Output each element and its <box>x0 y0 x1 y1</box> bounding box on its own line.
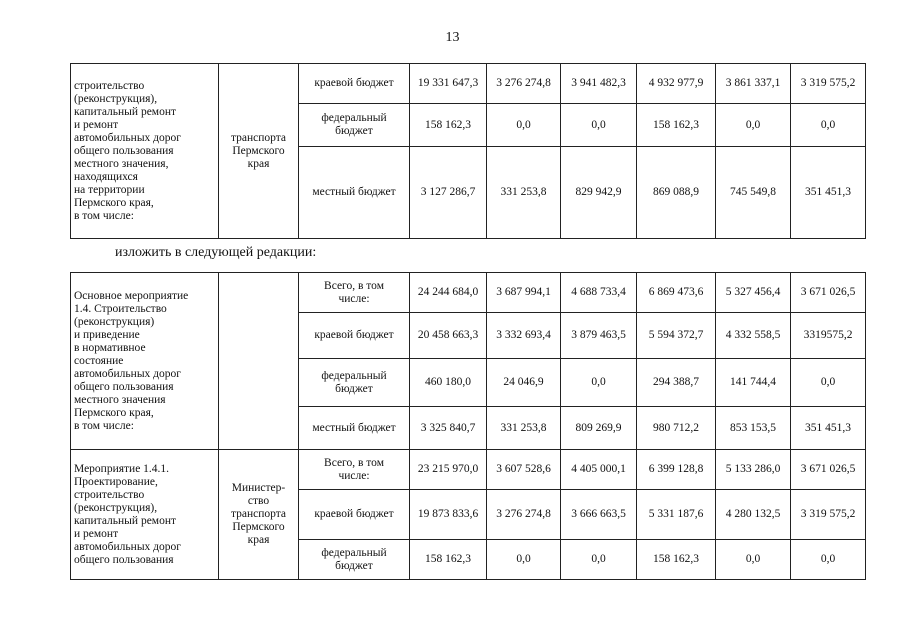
text-line: Пермского <box>232 144 285 157</box>
activity-description <box>71 273 219 450</box>
text-line: общего пользования <box>74 144 174 157</box>
text-line: общего пользования <box>74 553 174 566</box>
funding-source <box>299 407 410 450</box>
text-line: и приведение <box>74 328 140 341</box>
amount-cell: 4 932 977,9 <box>637 64 716 104</box>
amount-cell: 4 405 000,1 <box>561 450 637 490</box>
funding-source <box>299 273 410 313</box>
funding-source <box>299 64 410 104</box>
text-line: находящихся <box>74 170 138 183</box>
amount-cell: 3 671 026,5 <box>791 450 866 490</box>
amount-cell: 5 133 286,0 <box>716 450 791 490</box>
text-line: бюджет <box>335 559 373 572</box>
amount-cell: 294 388,7 <box>637 359 716 407</box>
amount-cell: 3 861 337,1 <box>716 64 791 104</box>
text-line: Всего, в том <box>324 279 384 292</box>
funding-source <box>299 540 410 580</box>
amount-cell: 3 332 693,4 <box>487 313 561 359</box>
amount-cell: 3 607 528,6 <box>487 450 561 490</box>
amount-cell: 20 458 663,3 <box>410 313 487 359</box>
text-line: Основное мероприятие <box>74 289 189 302</box>
amount-cell: 23 215 970,0 <box>410 450 487 490</box>
amount-cell: 158 162,3 <box>410 104 487 147</box>
funding-source <box>299 313 410 359</box>
amount-cell: 158 162,3 <box>410 540 487 580</box>
funding-source <box>299 359 410 407</box>
amount-cell: 351 451,3 <box>791 407 866 450</box>
amount-cell: 5 327 456,4 <box>716 273 791 313</box>
text-line: бюджет <box>335 382 373 395</box>
amount-cell: 0,0 <box>561 359 637 407</box>
text-line: строительство <box>74 488 145 501</box>
text-line: автомобильных дорог <box>74 367 181 380</box>
amount-cell: 4 688 733,4 <box>561 273 637 313</box>
amount-cell: 5 594 372,7 <box>637 313 716 359</box>
amount-cell: 3 325 840,7 <box>410 407 487 450</box>
text-line: транспорта <box>230 508 287 520</box>
amount-cell: 0,0 <box>561 104 637 147</box>
amount-cell: 745 549,8 <box>716 147 791 239</box>
text-line: капитальный ремонт <box>74 105 177 118</box>
amount-cell: 331 253,8 <box>487 147 561 239</box>
amount-cell: 3 319 575,2 <box>791 490 866 540</box>
page-number: 13 <box>445 30 460 45</box>
text-line: краевой бюджет <box>314 329 394 341</box>
text-line: Пермского <box>232 521 285 533</box>
amount-cell: 158 162,3 <box>637 540 716 580</box>
amount-cell: 980 712,2 <box>637 407 716 450</box>
amount-cell: 0,0 <box>716 540 791 580</box>
amount-cell: 3 276 274,8 <box>487 490 561 540</box>
funding-source <box>299 450 410 490</box>
text-line: федеральный <box>321 112 387 124</box>
amount-cell: 351 451,3 <box>791 147 866 239</box>
amount-cell: 0,0 <box>487 104 561 147</box>
amount-cell: 460 180,0 <box>410 359 487 407</box>
text-line: Мероприятие 1.4.1. <box>74 462 170 475</box>
responsible-executor <box>219 64 299 239</box>
amount-cell: 0,0 <box>716 104 791 147</box>
amount-cell: 3 671 026,5 <box>791 273 866 313</box>
amount-cell: 3 941 482,3 <box>561 64 637 104</box>
text-line: Проектирование, <box>74 475 158 488</box>
text-line: края <box>247 157 270 170</box>
text-line: (реконструкция), <box>74 92 158 105</box>
amount-cell: 869 088,9 <box>637 147 716 239</box>
amount-cell: 6 399 128,8 <box>637 450 716 490</box>
text-line: в нормативное <box>74 341 146 354</box>
amount-cell: 19 331 647,3 <box>410 64 487 104</box>
text-line: края <box>247 534 270 546</box>
text-line: федеральный <box>321 369 387 382</box>
amount-cell: 6 869 473,6 <box>637 273 716 313</box>
amendment-instruction: изложить в следующей редакции: <box>115 245 317 260</box>
activity-description <box>71 64 219 239</box>
amount-cell: 809 269,9 <box>561 407 637 450</box>
text-line: автомобильных дорог <box>74 131 181 144</box>
text-line: (реконструкция), <box>74 501 158 514</box>
funding-source <box>299 104 410 147</box>
amount-cell: 19 873 833,6 <box>410 490 487 540</box>
amount-cell: 0,0 <box>561 540 637 580</box>
responsible-executor <box>219 273 299 450</box>
text-line: числе: <box>338 469 370 482</box>
text-line: состояние <box>74 354 124 367</box>
text-line: строительство <box>74 79 145 92</box>
amount-cell: 4 280 132,5 <box>716 490 791 540</box>
text-line: федеральный <box>321 546 387 559</box>
text-line: на территории <box>74 183 145 196</box>
amount-cell: 141 744,4 <box>716 359 791 407</box>
amount-cell: 3 666 663,5 <box>561 490 637 540</box>
budget-table-new <box>70 272 866 580</box>
amount-cell: 5 331 187,6 <box>637 490 716 540</box>
text-line: числе: <box>338 292 370 305</box>
text-line: краевой бюджет <box>314 508 394 520</box>
budget-table-previous <box>70 63 866 239</box>
responsible-executor <box>219 450 299 580</box>
amount-cell: 331 253,8 <box>487 407 561 450</box>
text-line: в том числе: <box>74 419 134 432</box>
amount-cell: 0,0 <box>791 359 866 407</box>
funding-source <box>299 490 410 540</box>
text-line: краевой бюджет <box>314 77 394 89</box>
amount-cell: 0,0 <box>487 540 561 580</box>
text-line: 1.4. Строительство <box>74 302 167 315</box>
amount-cell: 853 153,5 <box>716 407 791 450</box>
funding-source <box>299 147 410 239</box>
amount-cell: 3 319 575,2 <box>791 64 866 104</box>
activity-description <box>71 450 219 580</box>
amount-cell: 4 332 558,5 <box>716 313 791 359</box>
amount-cell: 24 046,9 <box>487 359 561 407</box>
text-line: бюджет <box>335 125 373 137</box>
text-line: в том числе: <box>74 209 134 222</box>
text-line: транспорта <box>230 131 287 144</box>
text-line: общего пользования <box>74 380 174 393</box>
text-line: ство <box>247 495 270 507</box>
amount-cell: 3 687 994,1 <box>487 273 561 313</box>
text-line: местный бюджет <box>312 421 396 434</box>
text-line: Министер- <box>231 482 286 494</box>
text-line: Всего, в том <box>324 456 384 469</box>
text-line: Пермского края, <box>74 406 154 419</box>
amount-cell: 3319575,2 <box>791 313 866 359</box>
text-line: и ремонт <box>74 527 119 540</box>
text-line: Пермского края, <box>74 196 154 209</box>
text-line: местный бюджет <box>312 186 396 198</box>
text-line: местного значения, <box>74 157 169 170</box>
amount-cell: 3 879 463,5 <box>561 313 637 359</box>
amount-cell: 0,0 <box>791 540 866 580</box>
text-line: (реконструкция) <box>74 315 155 328</box>
amount-cell: 0,0 <box>791 104 866 147</box>
amount-cell: 829 942,9 <box>561 147 637 239</box>
amount-cell: 3 276 274,8 <box>487 64 561 104</box>
amount-cell: 3 127 286,7 <box>410 147 487 239</box>
text-line: и ремонт <box>74 118 119 131</box>
text-line: автомобильных дорог <box>74 540 181 553</box>
amount-cell: 158 162,3 <box>637 104 716 147</box>
text-line: капитальный ремонт <box>74 514 177 527</box>
amount-cell: 24 244 684,0 <box>410 273 487 313</box>
text-line: местного значения <box>74 393 166 406</box>
